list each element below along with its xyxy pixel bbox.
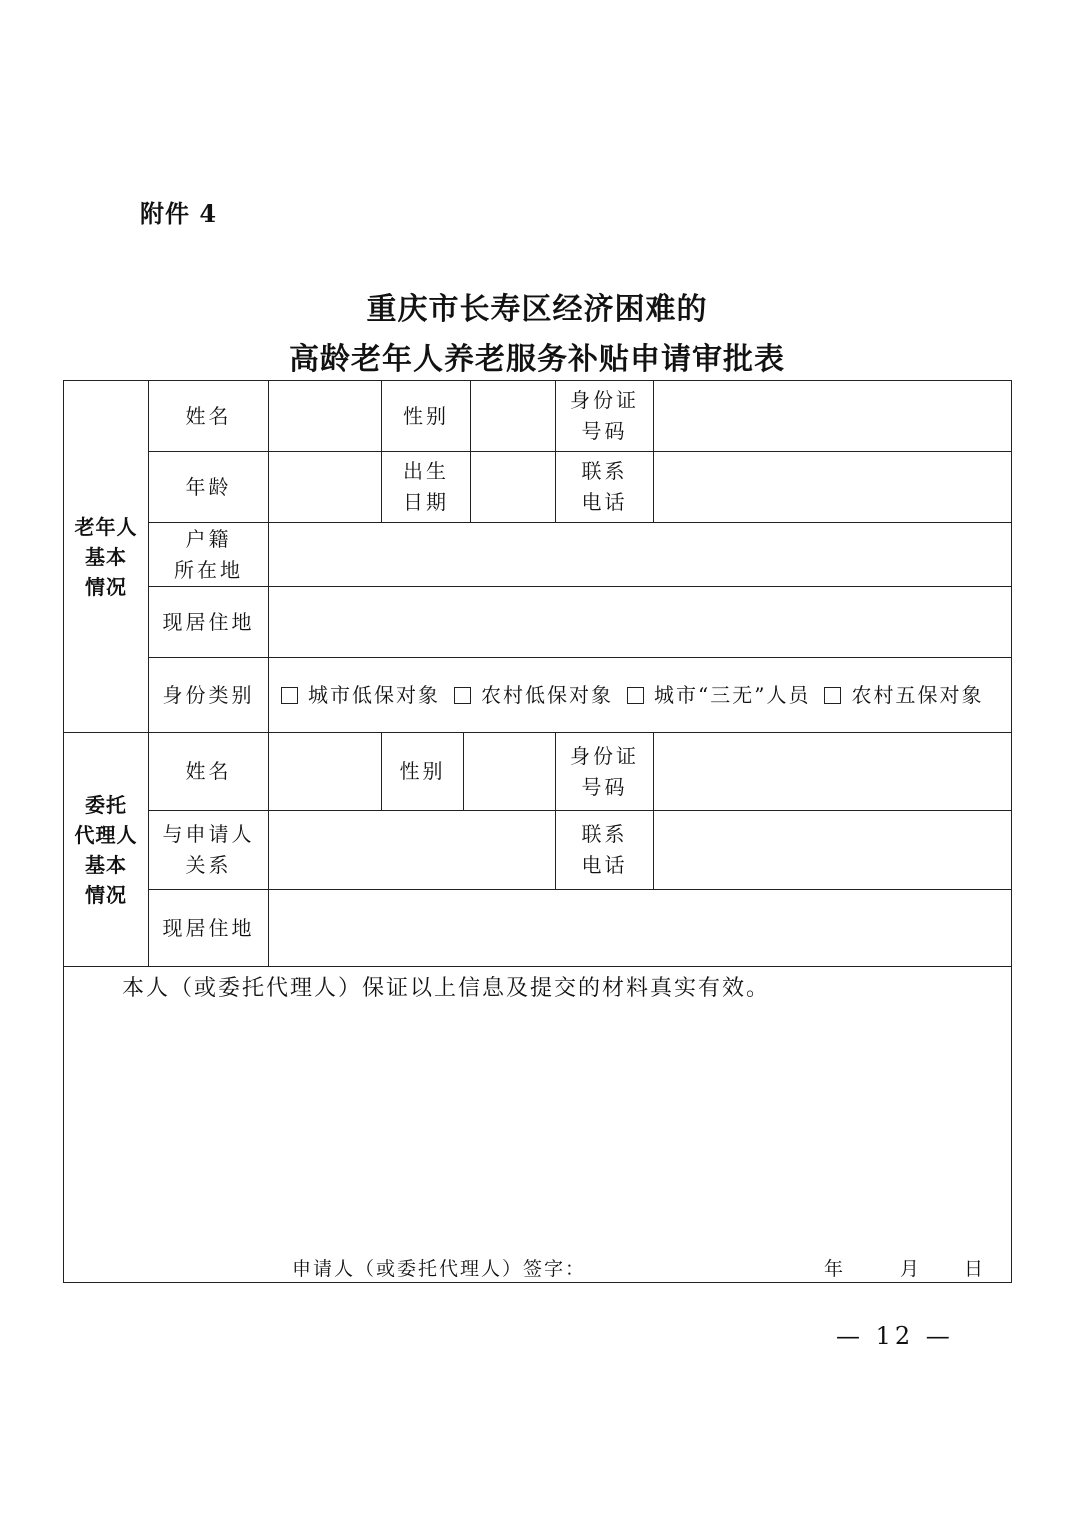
agent-section-label: 委托 代理人 基本 情况 <box>63 732 149 967</box>
elder-gender-label: 性别 <box>381 380 471 452</box>
elder-birth-field[interactable] <box>470 451 556 523</box>
agent-residence-label: 现居住地 <box>148 889 269 967</box>
elder-birth-label: 出生 日期 <box>381 451 471 523</box>
elder-phone-field[interactable] <box>653 451 1012 523</box>
date-day-label: 日 <box>964 1258 984 1280</box>
identity-option-1[interactable]: 城市低保对象 <box>281 680 440 711</box>
date-year-label: 年 <box>824 1258 844 1280</box>
agent-gender-field[interactable] <box>463 732 556 811</box>
agent-relation-label: 与申请人 关系 <box>148 810 269 890</box>
elder-identity-label: 身份类别 <box>148 657 269 733</box>
page-number: — 12 — <box>836 1322 954 1350</box>
agent-residence-field[interactable] <box>268 889 1012 967</box>
agent-name-label: 姓名 <box>148 732 269 811</box>
agent-phone-label: 联系 电话 <box>555 810 654 890</box>
elder-age-field[interactable] <box>268 451 382 523</box>
elder-age-label: 年龄 <box>148 451 269 523</box>
agent-id-label: 身份证 号码 <box>555 732 654 811</box>
elder-id-label: 身份证 号码 <box>555 380 654 452</box>
checkbox-icon[interactable] <box>824 687 841 704</box>
elder-hukou-label: 户籍 所在地 <box>148 522 269 587</box>
attachment-label: 附件 4 <box>140 199 218 228</box>
checkbox-icon[interactable] <box>454 687 471 704</box>
agent-relation-field[interactable] <box>268 810 556 890</box>
agent-id-field[interactable] <box>653 732 1012 811</box>
form-title-line-1: 重庆市长寿区经济困难的 <box>366 292 708 327</box>
date-month-label: 月 <box>900 1258 920 1280</box>
agent-phone-field[interactable] <box>653 810 1012 890</box>
declaration-box <box>63 966 1012 1283</box>
agent-name-field[interactable] <box>268 732 382 811</box>
elder-phone-label: 联系 电话 <box>555 451 654 523</box>
elder-hukou-field[interactable] <box>268 522 1012 587</box>
elder-id-field[interactable] <box>653 380 1012 452</box>
checkbox-icon[interactable] <box>627 687 644 704</box>
agent-gender-label: 性别 <box>381 732 464 811</box>
declaration-text: 本人（或委托代理人）保证以上信息及提交的材料真实有效。 <box>122 976 771 1001</box>
elder-name-label: 姓名 <box>148 380 269 452</box>
elder-residence-field[interactable] <box>268 586 1012 658</box>
identity-option-2[interactable]: 农村低保对象 <box>454 680 613 711</box>
elder-name-field[interactable] <box>268 380 382 452</box>
signature-label: 申请人（或委托代理人）签字： <box>292 1258 587 1280</box>
form-title-line-2: 高龄老年人养老服务补贴申请审批表 <box>289 342 785 377</box>
identity-option-4[interactable]: 农村五保对象 <box>824 680 983 711</box>
elder-gender-field[interactable] <box>470 380 556 452</box>
elder-residence-label: 现居住地 <box>148 586 269 658</box>
checkbox-icon[interactable] <box>281 687 298 704</box>
identity-option-3[interactable]: 城市“三无”人员 <box>627 680 810 711</box>
elder-identity-options <box>268 657 1012 733</box>
elder-section-label: 老年人 基本 情况 <box>63 380 149 733</box>
